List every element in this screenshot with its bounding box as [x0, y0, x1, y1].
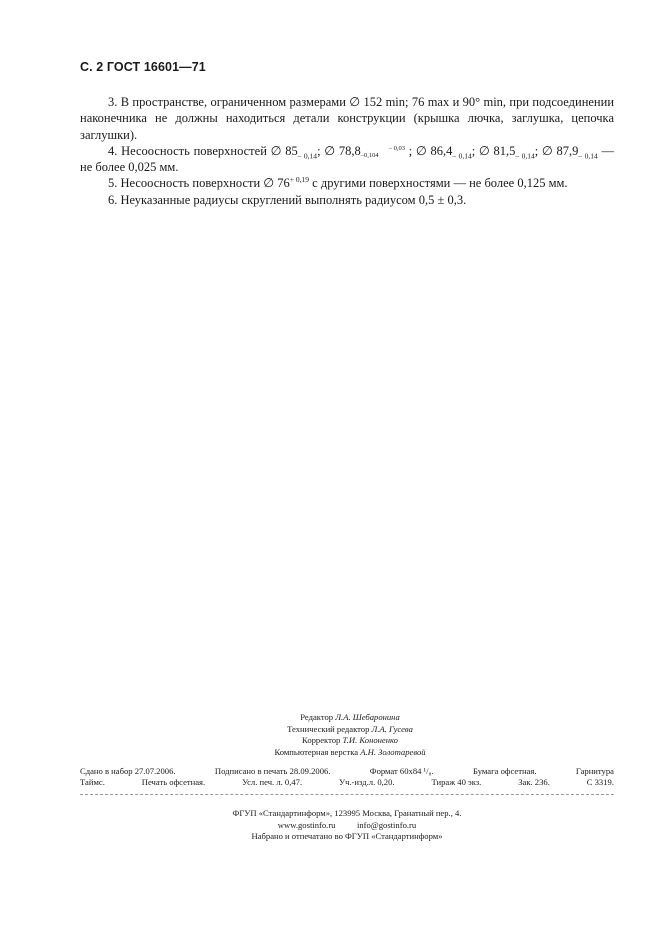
clause-text: В пространстве, ограниченном размерами ∅ 152 min; 76 max и 90° min, при подсоединении наконечника не должны находиться детали конструкции (крышка лючка, заглушка, цепочка заглушки).	[80, 95, 615, 142]
clause-number: 6.	[108, 192, 118, 207]
credit-name: Л.А. Шебаронина	[335, 712, 400, 722]
credit-name: А.Н. Золотаревой	[360, 746, 426, 757]
publisher-address: ФГУП «Стандартинформ», 123995 Москва, Гранатный пер., 4.	[232, 808, 462, 818]
print-field: Зак. 236.	[518, 777, 550, 788]
clause-3	[80, 94, 614, 143]
clause-text: ; ∅ 81,5	[471, 143, 516, 158]
tolerance-stack	[361, 145, 405, 159]
print-field: Бумага офсетная.	[473, 766, 537, 776]
publisher-info	[180, 808, 514, 843]
print-field: Усл. печ. л. 0,47.	[242, 777, 303, 788]
clause-text: Несоосность поверхности ∅ 76	[120, 176, 290, 191]
print-info	[80, 766, 614, 788]
print-field: Печать офсетная.	[141, 777, 206, 788]
credit-corrector	[245, 735, 455, 747]
clause-number: 3.	[108, 95, 118, 109]
clause-text: ; ∅ 78,8	[317, 143, 361, 158]
tolerance: – 0,14	[452, 151, 472, 161]
print-field: Подписано в печать 28.09.2006.	[214, 766, 331, 776]
print-field: Таймс.	[80, 777, 105, 788]
tolerance: – 0,14	[297, 151, 318, 161]
print-field: Сдано в набор 27.07.2006.	[80, 766, 176, 776]
clause-number: 4.	[108, 143, 118, 158]
publisher-contacts: www.gostinfo.ru info@gostinfo.ru	[277, 819, 417, 830]
clause-text: с другими поверхностями — не более 0,125 мм.	[309, 176, 568, 191]
clause-4	[80, 143, 614, 176]
publisher-printed-by: Набрано и отпечатано во ФГУП «Стандартинформ»	[251, 831, 443, 842]
print-info-row-1	[80, 766, 614, 777]
divider	[80, 794, 614, 795]
editorial-credits	[245, 712, 455, 758]
page-header: С. 2 ГОСТ 16601—71	[80, 60, 206, 74]
credit-role: Технический редактор	[287, 723, 372, 734]
clause-text: Неуказанные радиусы скруглений выполнять радиусом 0,5 ± 0,3.	[120, 192, 467, 207]
clause-6	[80, 192, 614, 208]
print-field: Формат 60х84 ¹/₈.	[369, 766, 434, 776]
tolerance-lower: –0,104	[360, 152, 379, 160]
clause-text: ; ∅ 87,9	[534, 143, 579, 158]
clause-number: 5.	[108, 176, 118, 191]
credit-role: Редактор	[300, 712, 336, 722]
print-field: Гарнитура	[575, 766, 614, 776]
clause-text: — не более 0,025 мм.	[80, 143, 614, 175]
tolerance: + 0,19	[289, 175, 310, 185]
print-field: С 3319.	[586, 777, 614, 788]
print-field: Уч.-изд.л. 0,20.	[339, 777, 395, 788]
tolerance-upper: – 0,03	[388, 145, 405, 153]
clause-5	[80, 175, 614, 191]
print-field: Тираж 40 экз.	[431, 777, 482, 788]
clauses-list	[80, 94, 614, 208]
credit-editor	[245, 712, 455, 724]
credit-role: Корректор	[302, 735, 343, 745]
credit-tech-editor	[245, 724, 455, 736]
credit-name: Л.А. Гусева	[371, 723, 413, 734]
credit-layout	[245, 747, 455, 759]
print-info-row-2	[80, 777, 614, 788]
clause-text: Несоосность поверхностей ∅ 85	[121, 143, 298, 158]
credit-name: Т.И. Кононенко	[342, 735, 398, 745]
tolerance: – 0,14	[578, 151, 598, 161]
tolerance: – 0,14	[515, 151, 535, 161]
clause-text: ; ∅ 86,4	[404, 143, 453, 158]
credit-role: Компьютерная верстка	[274, 746, 361, 757]
